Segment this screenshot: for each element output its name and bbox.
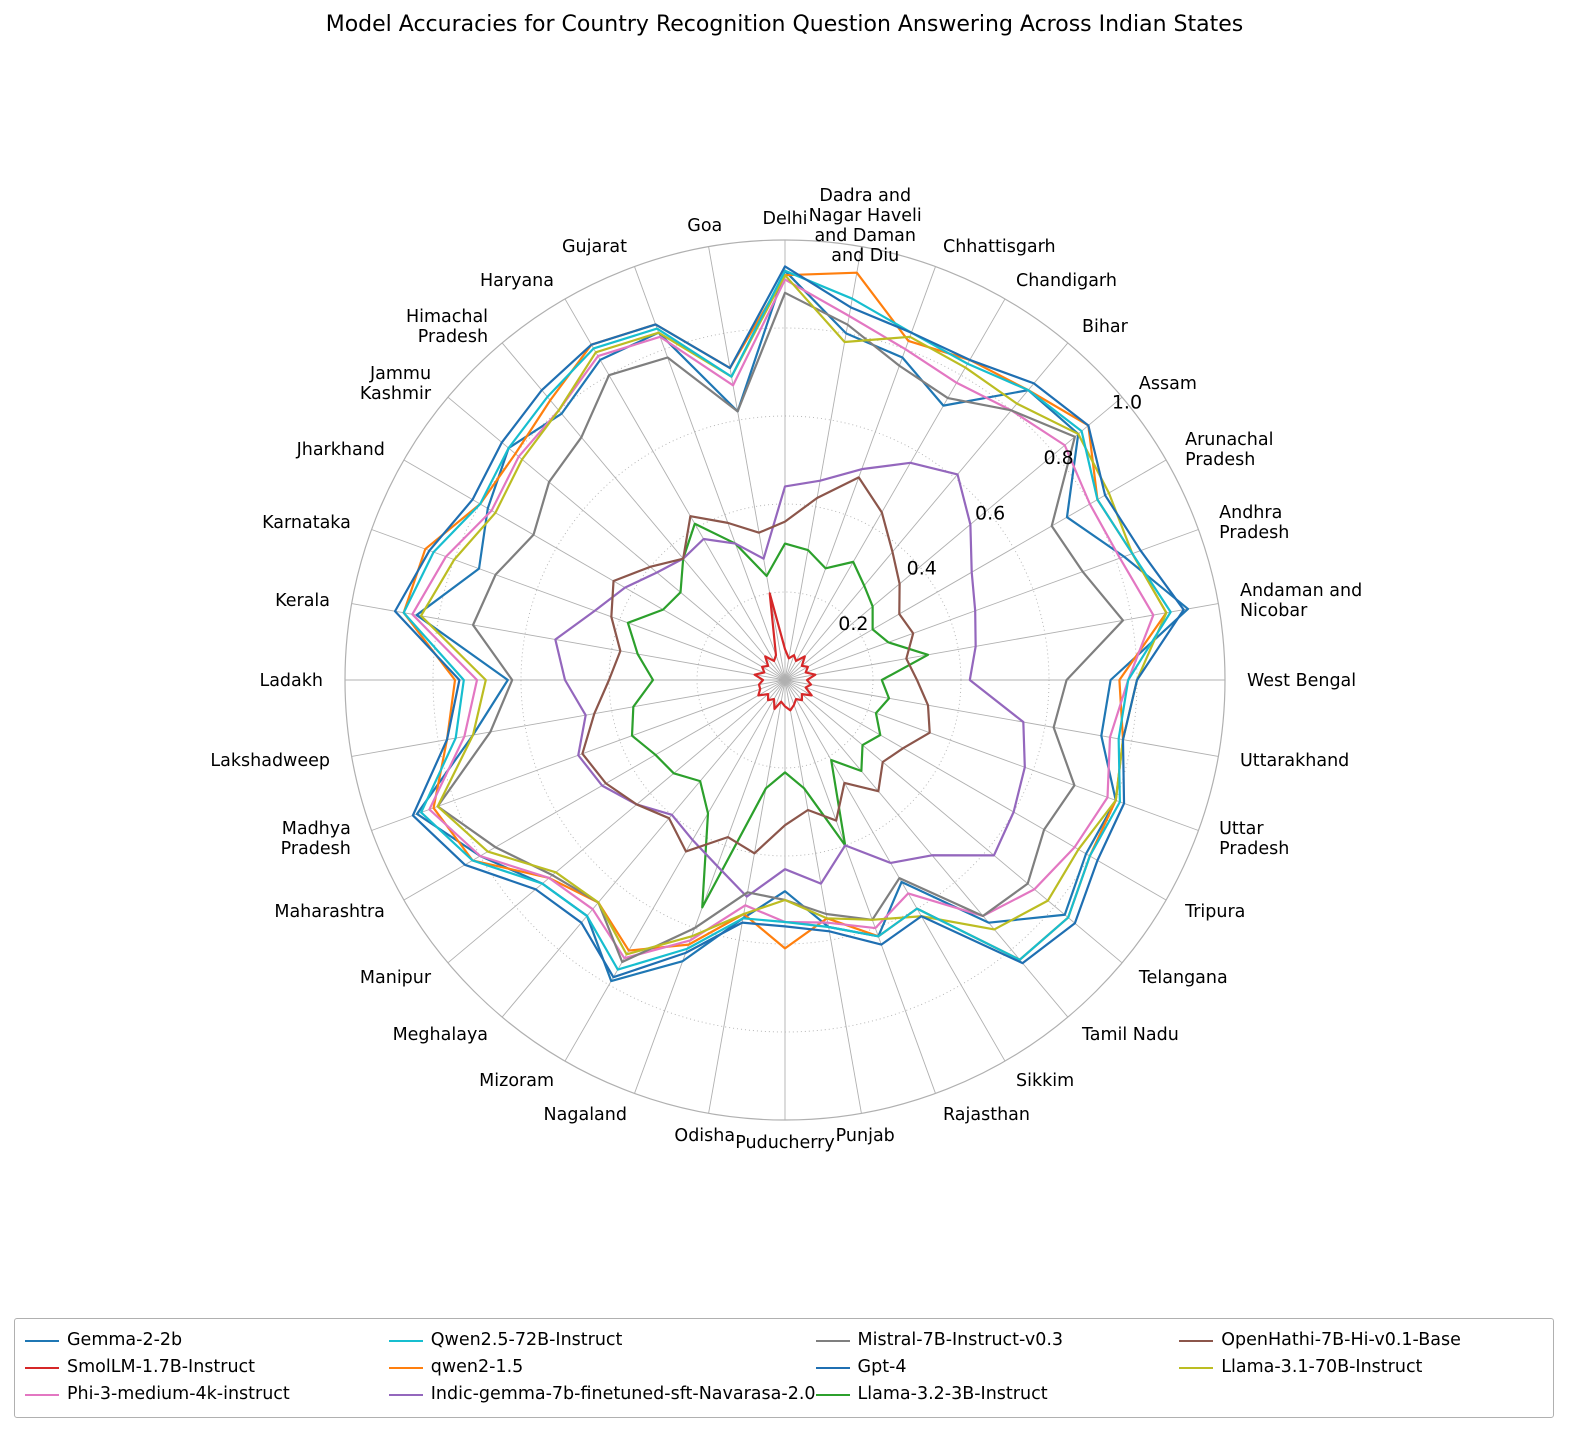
- axis-category-label: Jharkhand: [296, 440, 385, 460]
- series-line: [404, 271, 1171, 970]
- legend-label: SmolLM-1.7B-Instruct: [67, 1356, 256, 1377]
- legend-item[interactable]: [1179, 1356, 1543, 1377]
- legend-item[interactable]: [25, 1383, 389, 1404]
- legend-color-swatch: [25, 1367, 59, 1369]
- grid-spoke: [785, 343, 1068, 680]
- legend-item[interactable]: [816, 1329, 1180, 1350]
- axis-category-label: Lakshadweep: [210, 751, 331, 772]
- axis-category-label: Telangana: [1138, 967, 1228, 988]
- radial-tick-label: 0.4: [906, 557, 937, 580]
- legend-item[interactable]: [816, 1383, 1180, 1404]
- axis-category-label: Madhya Pradesh: [280, 819, 351, 860]
- radial-tick-label: 0.2: [838, 613, 869, 636]
- legend-label: Indic-gemma-7b-finetuned-sft-Navarasa-2.0: [430, 1383, 816, 1404]
- axis-category-label: Himachal Pradesh: [405, 307, 489, 348]
- axis-category-label: Puducherry: [735, 1133, 835, 1153]
- legend-item[interactable]: [25, 1356, 389, 1377]
- grid-spoke: [352, 680, 785, 756]
- legend-label: Gpt-4: [857, 1356, 907, 1377]
- grid-spoke: [785, 680, 1005, 1061]
- radar-chart: [0, 55, 1569, 1305]
- axis-category-label: Tamil Nadu: [1081, 1024, 1179, 1045]
- axis-category-label: Rajasthan: [943, 1105, 1030, 1126]
- legend-item[interactable]: [389, 1356, 816, 1377]
- axis-category-label: Haryana: [480, 270, 554, 291]
- legend-item[interactable]: [1179, 1329, 1543, 1350]
- legend-item[interactable]: [389, 1383, 816, 1404]
- series-line: [582, 477, 929, 853]
- axis-category-label: Kerala: [275, 590, 331, 611]
- radial-tick-label: 0.6: [975, 502, 1006, 525]
- legend-label: Qwen2.5-72B-Instruct: [430, 1329, 623, 1350]
- grid-spoke: [785, 680, 1068, 1017]
- series-line: [421, 275, 1166, 954]
- axis-category-label: Chhattisgarh: [943, 236, 1056, 257]
- axis-category-label: Andaman and Nicobar: [1239, 580, 1363, 621]
- legend-color-swatch: [816, 1340, 850, 1342]
- chart-legend: [14, 1318, 1554, 1418]
- axis-category-label: Karnataka: [262, 512, 351, 533]
- axis-category-label: Ladakh: [259, 671, 323, 691]
- axis-category-label: Mizoram: [479, 1071, 554, 1092]
- axis-category-label: Punjab: [835, 1125, 895, 1146]
- legend-color-swatch: [1179, 1367, 1213, 1369]
- axis-category-label: Jammu Kashmir: [359, 364, 432, 405]
- axis-category-label: Gujarat: [561, 236, 627, 257]
- legend-item[interactable]: [816, 1356, 1180, 1377]
- axis-category-label: Assam: [1138, 374, 1197, 395]
- legend-label: Gemma-2-2b: [67, 1329, 183, 1350]
- axis-category-label: Andhra Pradesh: [1219, 502, 1290, 543]
- legend-label: OpenHathi-7B-Hi-v0.1-Base: [1221, 1329, 1461, 1350]
- legend-label: Llama-3.1-70B-Instruct: [1221, 1356, 1423, 1377]
- axis-category-label: Dadra and Nagar Haveli and Daman and Diu: [808, 186, 922, 267]
- legend-color-swatch: [389, 1340, 423, 1342]
- grid-spoke: [785, 680, 1218, 756]
- legend-item[interactable]: [25, 1329, 389, 1350]
- legend-color-swatch: [389, 1394, 423, 1396]
- legend-color-swatch: [1179, 1340, 1213, 1342]
- axis-category-label: Chandigarh: [1016, 270, 1117, 291]
- legend-label: Llama-3.2-3B-Instruct: [857, 1383, 1048, 1404]
- axis-category-label: Nagaland: [543, 1105, 627, 1126]
- legend-label: Phi-3-medium-4k-instruct: [67, 1383, 290, 1404]
- axis-category-label: Odisha: [674, 1125, 736, 1146]
- page-title: Model Accuracies for Country Recognition Question Answering Across Indian States: [325, 12, 1244, 37]
- legend-color-swatch: [816, 1394, 850, 1396]
- axis-category-label: Tripura: [1185, 902, 1246, 922]
- axis-category-label: Maharashtra: [274, 902, 385, 922]
- axis-category-label: Goa: [687, 216, 723, 237]
- grid-spoke: [785, 680, 861, 1113]
- axis-category-label: Meghalaya: [392, 1024, 489, 1045]
- legend-color-swatch: [389, 1367, 423, 1369]
- legend-color-swatch: [816, 1367, 850, 1369]
- axis-category-label: Uttar Pradesh: [1219, 819, 1290, 860]
- legend-label: Mistral-7B-Instruct-v0.3: [857, 1329, 1064, 1350]
- axis-category-label: Sikkim: [1016, 1071, 1075, 1092]
- axis-category-label: Arunachal Pradesh: [1185, 430, 1274, 470]
- grid-spoke: [565, 680, 785, 1061]
- radial-tick-label: 1.0: [1111, 391, 1143, 414]
- legend-label: qwen2-1.5: [430, 1356, 524, 1377]
- grid-spoke: [785, 299, 1005, 680]
- legend-color-swatch: [25, 1340, 59, 1342]
- grid-spoke: [785, 680, 1198, 830]
- axis-category-label: West Bengal: [1247, 671, 1357, 691]
- axis-category-label: Delhi: [762, 209, 808, 229]
- axis-category-label: Uttarakhand: [1239, 751, 1350, 772]
- radar-svg: [0, 55, 1569, 1305]
- legend-color-swatch: [25, 1394, 59, 1396]
- legend-item[interactable]: [389, 1329, 816, 1350]
- radial-tick-label: 0.8: [1043, 446, 1074, 469]
- grid-spoke: [709, 247, 785, 680]
- grid-spoke: [785, 397, 1122, 680]
- axis-category-label: Manipur: [359, 967, 432, 988]
- axis-category-label: Bihar: [1081, 317, 1128, 338]
